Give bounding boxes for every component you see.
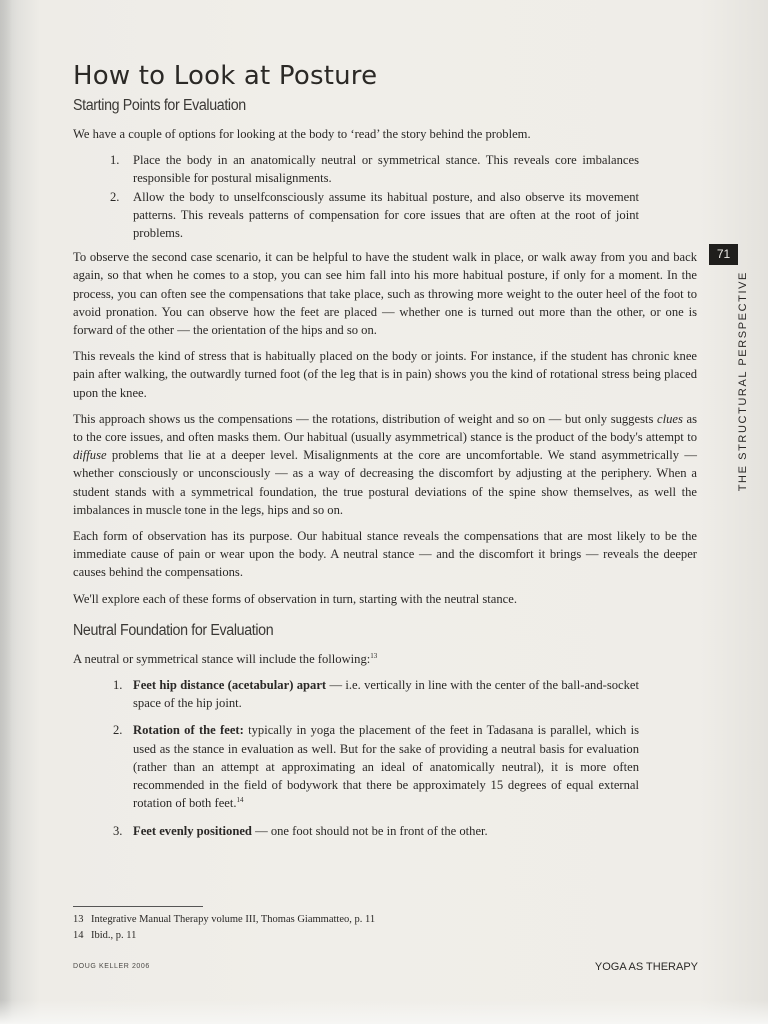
footnote-text: Ibid., p. 11 <box>91 930 137 941</box>
footnote-number: 13 <box>73 914 84 925</box>
side-chapter-title-text: THE STRUCTURAL PERSPECTIVE <box>737 271 749 492</box>
text-run: A neutral or symmetrical stance will include the following: <box>73 651 371 666</box>
list-item <box>73 822 639 840</box>
list-number: 1. <box>113 678 123 693</box>
footnote-divider <box>73 906 203 907</box>
neutral-intro-paragraph <box>73 650 697 668</box>
list-item-text: Place the body in an anatomically neutral or symmetrical stance. This reveals core imbalances responsible for postural misalignments. <box>133 153 639 186</box>
scan-edge <box>0 1000 768 1024</box>
footnotes <box>73 912 375 944</box>
emphasis-diffuse: diffuse <box>73 448 107 463</box>
intro-paragraph: We have a couple of options for looking at the body to ‘read’ the story behind the problem. <box>73 127 531 141</box>
paragraph-walk-observation: To observe the second case scenario, it can be helpful to have the student walk in place, or walk away from you and back again, so that when he comes to a stop, you can see him fall into his more habitual posture, if only for a moment. In the process, you can often see the compensations that take place, such as throwing more weight to the outer heel of the foot to avoid pronation. You can observe how the feet are placed — whether one is turned out more than the other, or one is forward of the other — the orientation of the hips and so on. <box>73 250 697 338</box>
list-item-text: — one foot should not be in front of the other. <box>251 823 488 838</box>
footer-author: DOUG KELLER 2006 <box>73 963 150 970</box>
list-item-text: — i.e. vertically in line with the center of the ball-and-socket space of the hip joint. <box>133 678 639 711</box>
paragraph-compensations <box>73 410 697 519</box>
footnote-number: 14 <box>73 930 84 941</box>
list-number: 2. <box>113 723 123 738</box>
emphasis-clues: clues <box>657 411 683 426</box>
section-heading-neutral-foundation: Neutral Foundation for Evaluation <box>73 621 274 639</box>
list-item-bold: Rotation of the feet: <box>133 723 244 738</box>
list-item <box>73 151 639 187</box>
section-heading-starting-points: Starting Points for Evaluation <box>73 97 246 114</box>
page-number-tab: 71 <box>709 244 738 265</box>
options-list <box>73 151 697 242</box>
neutral-stance-list <box>73 676 697 840</box>
scan-shadow <box>0 0 12 1024</box>
list-item-bold: Feet hip distance (acetabular) apart <box>133 678 327 693</box>
footnote-text: Integrative Manual Therapy volume III, Thomas Giammatteo, p. 11 <box>91 914 376 925</box>
list-item <box>73 676 639 712</box>
list-item-bold: Feet evenly positioned <box>133 823 252 838</box>
footnote-ref: 13 <box>370 651 378 660</box>
page-content <box>73 56 697 849</box>
paragraph-explore: We'll explore each of these forms of observation in turn, starting with the neutral stance. <box>73 591 517 606</box>
text-run: This approach shows us the compensations — the rotations, distribution of weight and so on — but only suggests <box>73 411 657 426</box>
list-number: 2. <box>110 189 120 204</box>
text-run: as to the core issues, and often masks them. Our habitual (usually asymmetrical) stance is the product of the body's attempt to <box>73 411 698 445</box>
paragraph-purpose: Each form of observation has its purpose. Our habitual stance reveals the compensations that are most likely to be the immediate cause of pain or wear upon the body. A neutral stance — and the discomfort it brings — reveals the deeper causes behind the compensations. <box>73 529 697 580</box>
list-number: 1. <box>110 153 120 168</box>
list-item-text: Allow the body to unselfconsciously assume its habitual posture, and also observe its movement patterns. This reveals patterns of compensation for core issues that are often at the root of joint problems. <box>133 189 639 241</box>
footnote <box>73 912 375 928</box>
text-run: problems that lie at a deeper level. Misalignments at the core are uncomfortable. We stand asymmetrically — whether consciously or unconsciously — as a way of decreasing the discomfort by adjusting at the periphery. When a student stands with a symmetrical foundation, the true postural deviations of the spine show themselves, as well the imbalances in muscle tone in the legs, hips and so on. <box>73 448 697 517</box>
paragraph-stress: This reveals the kind of stress that is habitually placed on the body or joints. For instance, if the student has chronic knee pain after walking, the outwardly turned foot (of the leg that is in pain) shows you the kind of rotational stress being placed upon the knee. <box>73 349 697 400</box>
page-title: How to Look at Posture <box>73 61 378 91</box>
footnote <box>73 928 375 944</box>
footnote-ref: 14 <box>236 796 244 805</box>
list-item <box>73 721 639 812</box>
list-item-text: typically in yoga the placement of the feet in Tadasana is parallel, which is used as the stance in evaluation as well. But for the sake of providing a neutral basis for evaluation (rather than an attempt at approximating an ideal of anatomically neutral), it is more often recommended in the field of bodywork that there be approximately 15 degrees of equal external rotation of both feet. <box>133 723 639 811</box>
list-item <box>73 188 639 243</box>
list-number: 3. <box>113 823 123 838</box>
footer-book-title: YOGA AS THERAPY <box>594 961 698 973</box>
